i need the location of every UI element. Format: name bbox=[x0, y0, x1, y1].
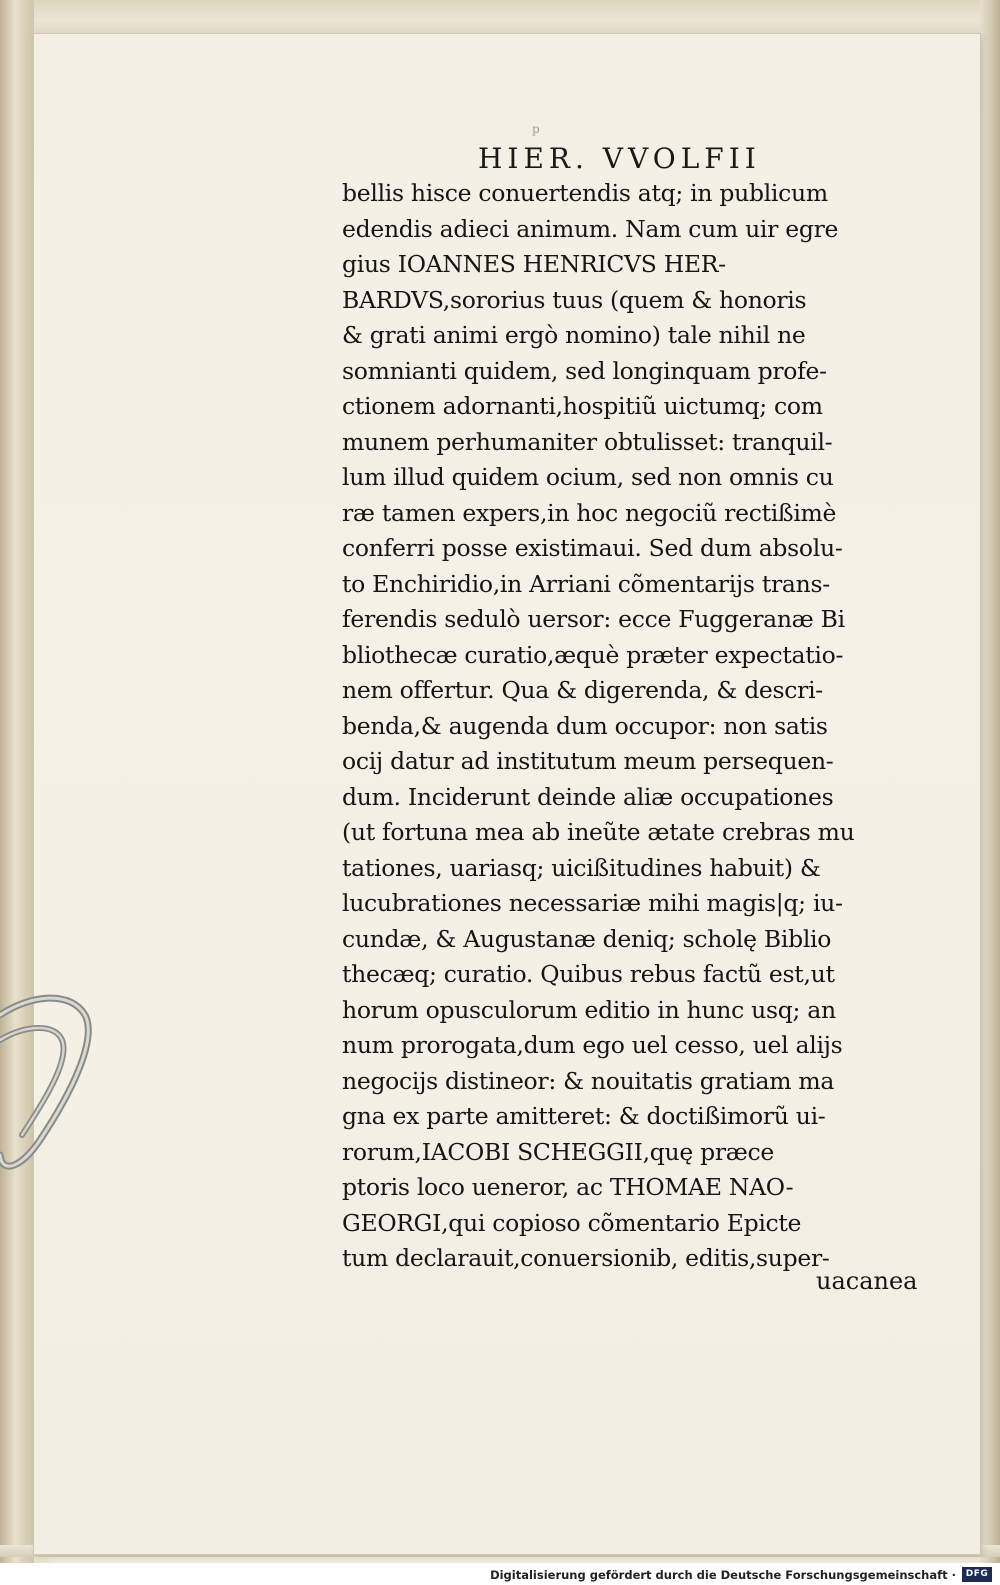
text-line: thecæq; curatio. Quibus rebus factũ est,ut bbox=[342, 960, 835, 988]
text-line: lucubrationes necessariæ mihi magis|q; iu- bbox=[342, 889, 843, 917]
text-line: edendis adieci animum. Nam cum uir egre bbox=[342, 214, 839, 243]
text-line: dum. Inciderunt deinde aliæ occupationes bbox=[342, 782, 834, 811]
text-line: tum declarauit,conuersionib, editis,super- bbox=[342, 1244, 830, 1272]
text-line: horum opusculorum editio in hunc usq; an bbox=[342, 995, 836, 1024]
text-line: tationes, uariasq; uicißitudines habuit) & bbox=[342, 853, 821, 882]
book-edge-right bbox=[980, 0, 1000, 1585]
text-line: nem offertur. Qua & digerenda, & descri- bbox=[342, 676, 823, 704]
text-line: negocijs distineor: & nouitatis gratiam ma bbox=[342, 1066, 835, 1095]
text-line: ræ tamen expers,in hoc negociũ rectißimè bbox=[342, 498, 837, 527]
text-line: (ut fortuna mea ab ineũte ætate crebras mu bbox=[342, 818, 855, 846]
text-line: ferendis sedulò uersor: ecce Fuggeranæ Bi bbox=[342, 605, 845, 633]
text-block bbox=[342, 176, 942, 1277]
text-line: bellis hisce conuertendis atq; in publicum bbox=[342, 179, 828, 207]
footer-bar bbox=[0, 1563, 1000, 1585]
text-line: GEORGI,qui copioso cõmentario Epicte bbox=[342, 1208, 802, 1237]
text-line: to Enchiridio,in Arriani cõmentarijs trans- bbox=[342, 569, 830, 598]
pencil-mark: p bbox=[532, 122, 540, 136]
text-line: somnianti quidem, sed longinquam profe- bbox=[342, 356, 827, 385]
text-line: ctionem adornanti,hospitiũ uictumq; com bbox=[342, 392, 823, 420]
running-head: HIER. VVOLFII bbox=[478, 142, 761, 175]
book-binding-left bbox=[0, 0, 34, 1585]
text-line: BARDVS,sororius tuus (quem & honoris bbox=[342, 285, 807, 314]
catchword: uacanea bbox=[816, 1267, 918, 1295]
text-line: rorum,IACOBI SCHEGGII,quę præce bbox=[342, 1137, 775, 1166]
text-line: bliothecæ curatio,æquè præter expectatio- bbox=[342, 640, 844, 669]
text-line: gius IOANNES HENRICVS HER- bbox=[342, 250, 726, 278]
funding-credit: Digitalisierung gefördert durch die Deutsche Forschungsgemeinschaft · bbox=[490, 1568, 956, 1582]
text-line: munem perhumaniter obtulisset: tranquil- bbox=[342, 427, 833, 456]
paperclip-icon bbox=[0, 985, 110, 1185]
text-line: ocij datur ad institutum meum persequen- bbox=[342, 747, 834, 775]
text-line: benda,& augenda dum occupor: non satis bbox=[342, 711, 828, 740]
text-line: ptoris loco ueneror, ac THOMAE NAO- bbox=[342, 1173, 794, 1201]
dfg-logo: DFG bbox=[962, 1567, 992, 1582]
book-edge-top bbox=[0, 0, 1000, 34]
text-line: lum illud quidem ocium, sed non omnis cu bbox=[342, 463, 834, 491]
text-line: cundæ, & Augustanæ deniq; scholę Biblio bbox=[342, 924, 832, 953]
text-line: & grati animi ergò nomino) tale nihil ne bbox=[342, 321, 806, 349]
text-line: gna ex parte amitteret: & doctißimorũ ui- bbox=[342, 1102, 826, 1130]
text-line: conferri posse existimaui. Sed dum absolu- bbox=[342, 534, 843, 562]
text-line: num prorogata,dum ego uel cesso, uel alijs bbox=[342, 1031, 843, 1059]
